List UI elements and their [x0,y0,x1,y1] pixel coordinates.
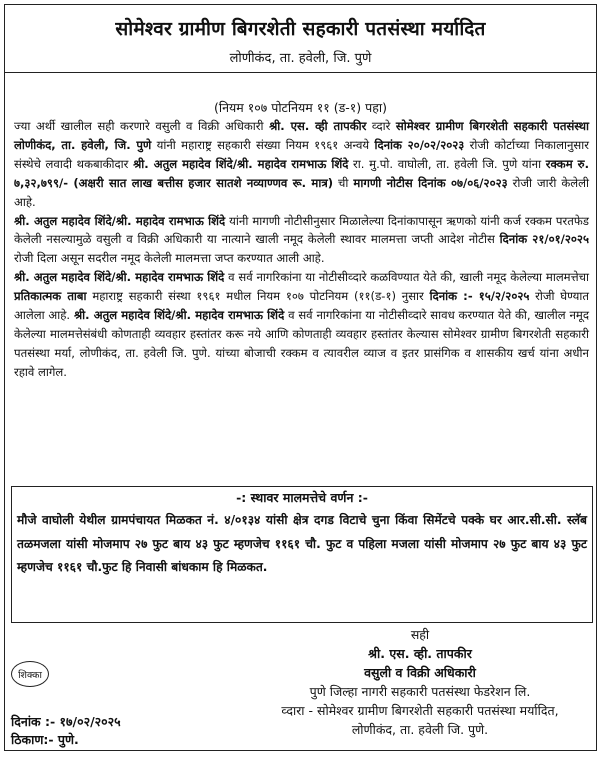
federation-name: पुणे जिल्हा नागरी सहकारी पतसंस्था फेडरेशन लि. [309,684,531,699]
paragraph-demand-notice [14,117,589,212]
signature-sahi: सही [410,627,430,642]
header-divider [5,72,596,73]
seal-label: शिक्का [18,669,42,681]
text-segment: दिनांक २०/०२/२०२३ [374,137,465,152]
text-segment: व्दारे [366,119,396,133]
society-address: लोणीकंद, ता. हवेली, जि. पुणे [229,51,372,66]
signature-place: लोणीकंद, ता. हवेली जि. पुणे. [351,722,489,737]
signatory-name: श्री. एस. व्ही. तापकीर [368,646,472,661]
text-segment: श्री. अतुल महादेव शिंदे/श्री. महादेव रामभाऊ शिंदे [14,270,225,285]
notice-date: दिनांक :- १७/०२/२०२५ [11,714,121,729]
text-segment: रोजी जारी केलेली आहे. [14,175,589,209]
text-segment: ज्या अर्थी खालील सही करणारे वसुली व विक्री अधिकारी [14,119,270,133]
paragraph-attachment [14,212,589,269]
paragraph-possession [14,268,589,381]
text-segment: व सर्व नागरिकांना या नोटीसीव्दारे कळविण्यात येते की, खाली नमूद केलेल्या मालमत्तेचा [224,270,589,285]
text-segment: ची [333,175,354,190]
text-segment: रा. मु.पो. वाघोली, ता. हवेली जि. पुणे यांना [348,156,546,171]
text-segment: यांनी महाराष्ट्र सहकारी संख्या नियम १९६१ अन्वये [151,137,375,152]
text-segment: सोमेश्वर ग्रामीण बिगरशेती सहकारी पतसंस्था लोणीकंद, ता. हवेली, जि. पुणे [14,119,589,152]
text-segment: रोजी दिला असून सदरील नमूद केलेली मालमत्ता जप्त करण्यात आली आहे. [14,251,325,266]
seal-stamp [11,661,49,687]
text-segment: व सर्व नागरिकांना या नोटीसीव्दारे सावध करण्यात येते की, खालील नमूद केलेल्या मालमत्तेसंबंधी कोणताही व्यवहार हस्तांतर करू नये आणि कोणताही व्यवहार हस्तांतर केल्यास सोमेश्वर ग्रामीण बिगरशेती सहकारी पतसंस्था मर्या, लोणीकंद, ता. हवेली जि. पुणे. यांच्या बोजाची रक्कम व त्यावरील व्याज व इतर प्रासंगिक व शासकीय खर्च यांना अधीन रहावे लागेल. [14,308,590,379]
text-segment: यांनी मागणी नोटीसीनुसार मिळालेल्या दिनांकापासून ऋणको यांनी कर्ज रक्कम परतफेड केलेली नसल्यामुळे वसुली व विक्री अधिकारी या नात्याने खाली नमूद केलेली स्थावर मालमत्ता जप्ती आदेश नोटीस [14,213,589,247]
property-title: -: स्थावर मालमत्तेचे वर्णन :- [236,490,368,505]
rule-reference: (नियम १०७ पोटनियम ११ (ड-१) पहा) [214,100,387,115]
notice-frame [4,4,597,751]
text-segment: प्रतिकात्मक ताबा [14,289,87,304]
notice-place: ठिकाण:- पुणे. [11,732,79,747]
text-segment: दिनांक २१/०१/२०२५ [499,232,589,247]
text-segment: श्री. अतुल महादेव शिंदे/श्री. महादेव रामभाऊ शिंदे [73,308,285,323]
notice-body [14,117,589,382]
property-description-box [11,486,593,623]
via-society: व्दारा - सोमेश्वर ग्रामीण बिगरशेती सहकारी पतसंस्था मर्यादित, [281,703,559,718]
text-segment: महाराष्ट्र सहकारी संस्था १९६१ मधील नियम १०७ पोटनियम (११(ड-१) नुसार [86,289,430,304]
property-text: मौजे वाघोली येथील ग्रामपंचायत मिळकत नं. ४/०१३४ यांसी क्षेत्र दगड विटाचे चुना किंवा सिमेंटचे पक्के घर आर.सी.सी. स्लॅब तळमजला यांसी मोजमाप २७ फुट बाय ४३ फुट म्हणजेच ११६१ चौ. फुट व पहिला मजला यांसी मोजमाप २७ फुट बाय ४३ फुट म्हणजेच ११६१ चौ.फुट हि निवासी बांधकाम हि मिळकत. [17,513,587,574]
text-segment: श्री. एस. व्ही तापकीर [269,119,367,133]
text-segment: रोजी कोर्टाच्या निकालानुसार संस्थेचे लवादी थकबाकीदार [14,137,589,171]
signatory-designation: वसुली व विक्री अधिकारी [364,665,476,680]
text-segment: दिनांक :- १५/२/२०२५ [429,289,530,304]
text-segment: श्री. अतुल महादेव शिंदे/श्री. महादेव रामभाऊ शिंदे [133,156,349,171]
text-segment: श्री. अतुल महादेव शिंदे/श्री. महादेव रामभाऊ शिंदे [14,213,226,228]
text-segment: रक्कम रु. ७,३२,७९९/- (अक्षरी सात लाख बत्तीस हजार सातशे नव्याण्णव रू. मात्र) [14,156,589,190]
text-segment: मागणी नोटीस दिनांक ०७/०६/२०२३ [353,175,508,190]
society-title: सोमेश्वर ग्रामीण बिगरशेती सहकारी पतसंस्था मर्यादित [115,18,486,40]
text-segment: रोजी घेण्यात आलेला आहे. [14,289,589,323]
